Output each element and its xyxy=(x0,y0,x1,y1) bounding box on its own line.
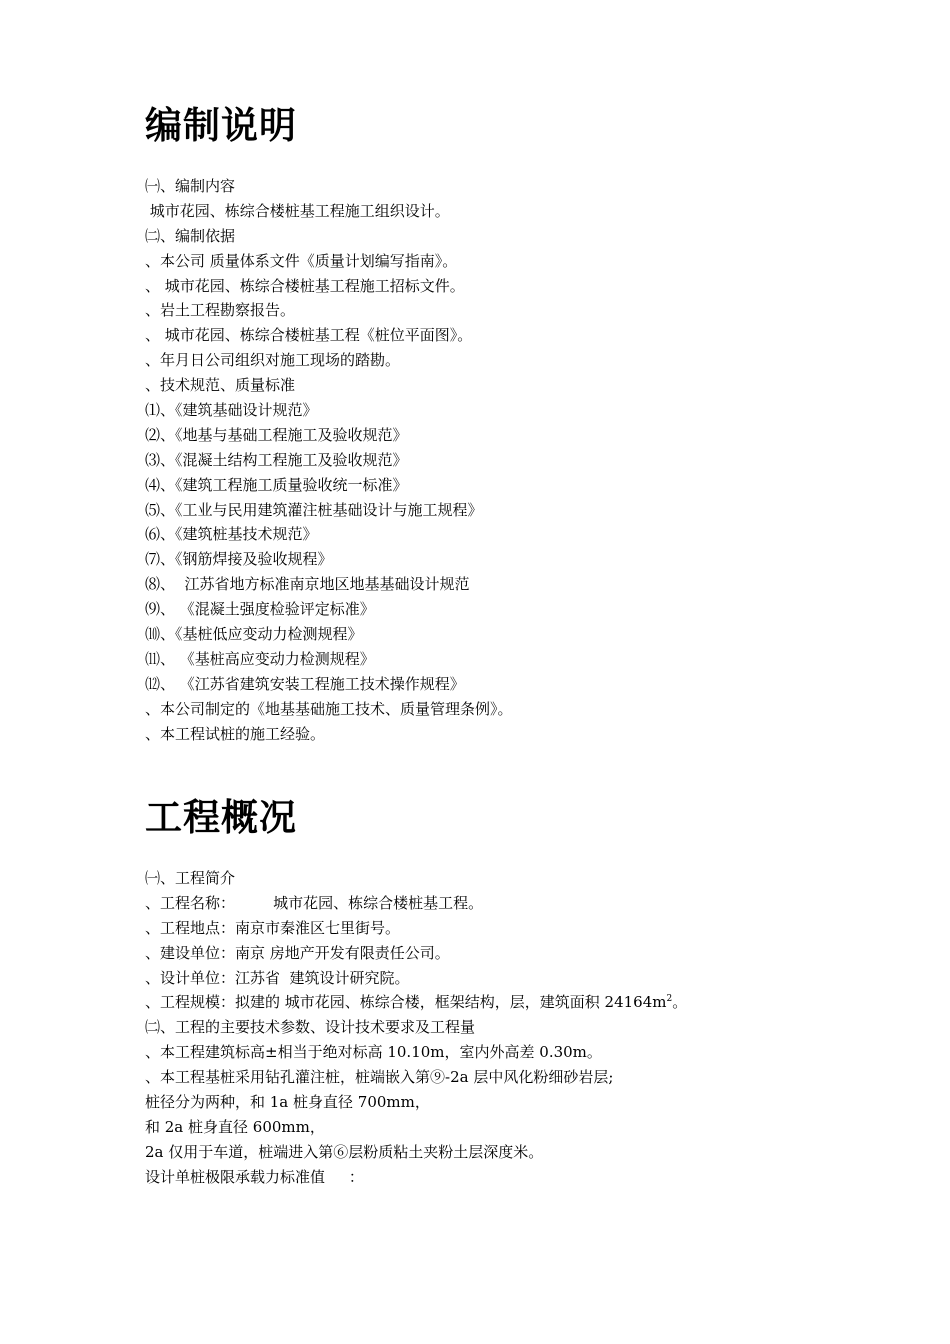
text-line: 桩径分为两种，和 1a 桩身直径 700mm， xyxy=(145,1093,430,1112)
text-line-project-scale xyxy=(145,990,845,1015)
area-unit-superscript: 2 xyxy=(666,994,673,1005)
text-line: 、本工程基桩采用钻孔灌注桩，桩端嵌入第⑨-2a 层中风化粉细砂岩层; xyxy=(145,1068,614,1087)
text-line: ㈡、编制依据 xyxy=(145,226,236,245)
text-line: 设计单桩极限承载力标准值 ： xyxy=(145,1167,364,1186)
project-overview-body xyxy=(145,866,845,1190)
text-line: ⑸、《工业与民用建筑灌注桩基础设计与施工规程》 xyxy=(145,500,483,519)
text-line: ⑾、 《基桩高应变动力检测规程》 xyxy=(145,649,375,668)
text-line: ⑴、《建筑基础设计规范》 xyxy=(145,401,318,420)
text-line: ⑺、《钢筋焊接及验收规程》 xyxy=(145,550,333,569)
preparation-notes-body xyxy=(145,174,845,746)
text-line: ⑶、《混凝土结构工程施工及验收规范》 xyxy=(145,450,408,469)
text-line: ㈠、工程简介 xyxy=(145,869,236,887)
text-line: ㈠、编制内容 xyxy=(145,177,236,195)
text-line: 、 城市花园、栋综合楼桩基工程施工招标文件。 xyxy=(145,276,465,295)
project-scale-suffix: 。 xyxy=(672,993,688,1012)
text-line: 、工程名称： 城市花园、栋综合楼桩基工程。 xyxy=(145,893,484,912)
text-line: 、本工程建筑标高±相当于绝对标高 10.10m，室内外高差 0.30m。 xyxy=(145,1043,602,1062)
text-line: 和 2a 桩身直径 600mm， xyxy=(145,1117,325,1136)
text-line: ⑷、《建筑工程施工质量验收统一标准》 xyxy=(145,475,408,494)
text-line: 城市花园、栋综合楼桩基工程施工组织设计。 xyxy=(145,201,450,220)
text-line: 、本工程试桩的施工经验。 xyxy=(145,724,326,743)
text-line: ⑼、 《混凝土强度检验评定标准》 xyxy=(145,600,375,619)
text-line: 、本公司制定的《地基基础施工技术、质量管理条例》。 xyxy=(145,699,513,718)
text-line: 、技术规范、质量标准 xyxy=(145,376,296,395)
text-line: ⑹、《建筑桩基技术规范》 xyxy=(145,525,318,544)
section-heading-preparation-notes: 编制说明 xyxy=(145,104,297,147)
text-line: ⑽、《基桩低应变动力检测规程》 xyxy=(145,625,363,644)
text-line: ⑻、 江苏省地方标准南京地区地基基础设计规范 xyxy=(145,575,470,594)
project-scale-text: 、工程规模：拟建的 城市花园、栋综合楼，框架结构，层，建筑面积 24164m xyxy=(145,993,667,1012)
text-line: 、年月日公司组织对施工现场的踏勘。 xyxy=(145,351,401,370)
text-line: ⑿、 《江苏省建筑安装工程施工技术操作规程》 xyxy=(145,674,465,693)
text-line: ⑵、《地基与基础工程施工及验收规范》 xyxy=(145,425,408,444)
text-line: 、 城市花园、栋综合楼桩基工程《桩位平面图》。 xyxy=(145,326,473,345)
section-heading-project-overview: 工程概况 xyxy=(145,796,297,839)
text-line: 、岩土工程勘察报告。 xyxy=(145,301,296,320)
text-line: 2a 仅用于车道，桩端进入第⑥层粉质粘土夹粉土层深度米。 xyxy=(145,1142,544,1161)
text-line: 、本公司 质量体系文件《质量计划编写指南》。 xyxy=(145,251,458,270)
text-line: 、设计单位：江苏省 建筑设计研究院。 xyxy=(145,968,410,987)
text-line: ㈡、工程的主要技术参数、设计技术要求及工程量 xyxy=(145,1018,476,1037)
text-line: 、工程地点：南京市秦淮区七里街号。 xyxy=(145,918,401,937)
text-line: 、建设单位：南京 房地产开发有限责任公司。 xyxy=(145,943,450,962)
